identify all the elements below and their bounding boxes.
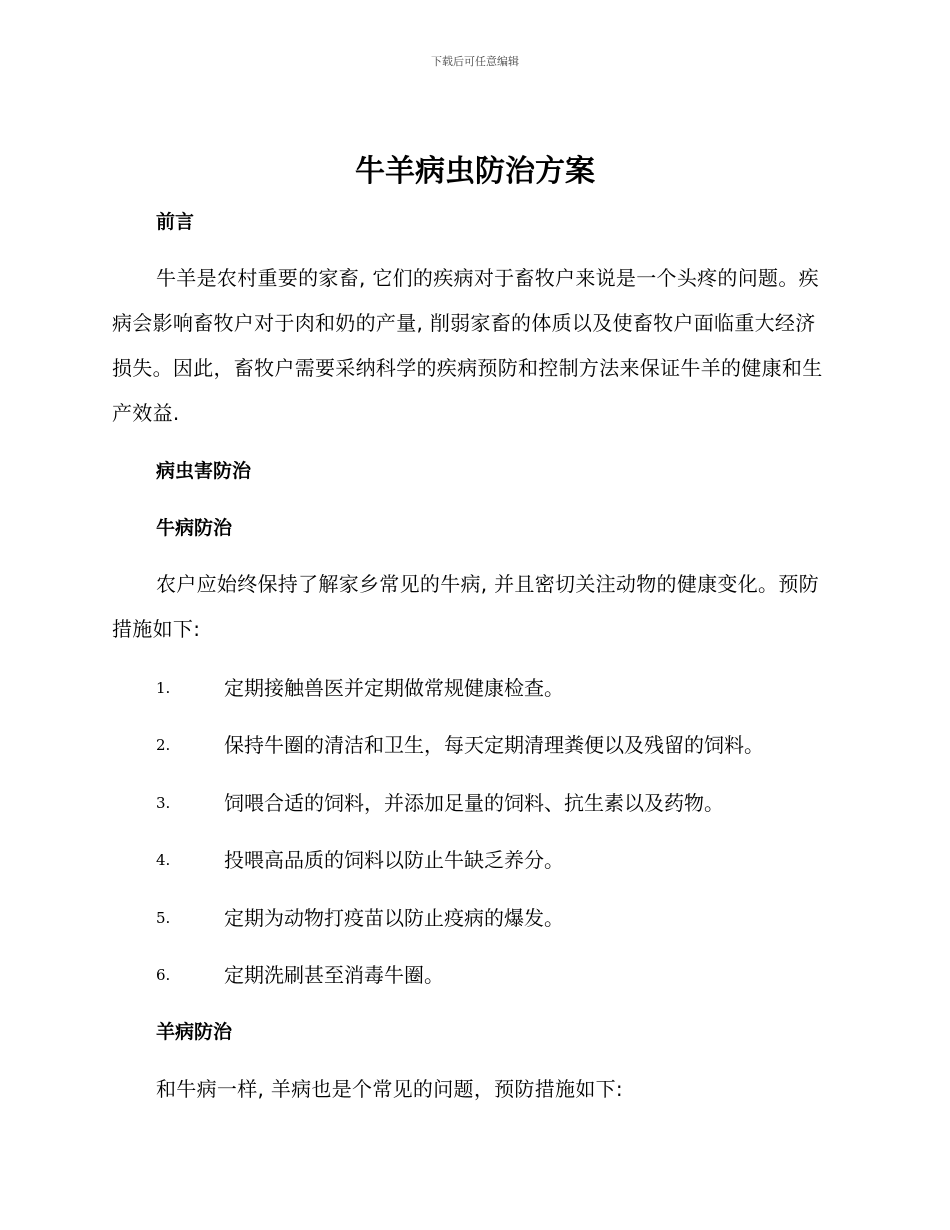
list-item <box>156 846 764 903</box>
preface-heading: 前言 <box>156 211 195 233</box>
list-item-text: 投喂高品质的饲料以防止牛缺乏养分。 <box>224 848 564 873</box>
list-item <box>156 961 764 1018</box>
pest-control-heading: 病虫害防治 <box>156 460 252 482</box>
list-item-number: 4. <box>156 851 171 870</box>
list-item-number: 3. <box>156 793 171 812</box>
list-item <box>156 674 764 731</box>
list-item-number: 6. <box>156 965 171 984</box>
list-item-number: 2. <box>156 736 171 755</box>
list-item <box>156 789 764 846</box>
cattle-intro-paragraph: 农户应始终保持了解家乡常见的牛病, 并且密切关注动物的健康变化。预防措施如下: <box>112 572 819 641</box>
list-item-number: 5. <box>156 908 171 927</box>
list-item-text: 保持牛圈的清洁和卫生，每天定期清理粪便以及残留的饲料。 <box>224 733 764 758</box>
document-title: 牛羊病虫防治方案 <box>355 154 595 189</box>
sheep-intro-paragraph: 和牛病一样, 羊病也是个常见的问题，预防措施如下: <box>156 1077 623 1101</box>
cattle-measures-list <box>156 674 764 1018</box>
list-item-text: 定期为动物打疫苗以防止疫病的爆发。 <box>224 905 564 930</box>
list-item-text: 定期洗刷甚至消毒牛圈。 <box>224 962 444 987</box>
list-item <box>156 904 764 961</box>
list-item <box>156 731 764 788</box>
sheep-disease-heading: 羊病防治 <box>156 1021 233 1043</box>
header-note: 下载后可任意编辑 <box>431 55 519 68</box>
cattle-disease-heading: 牛病防治 <box>156 517 233 539</box>
list-item-number: 1. <box>156 679 171 697</box>
list-item-text: 饲喂合适的饲料，并添加足量的饲料、抗生素以及药物。 <box>224 790 724 815</box>
list-item-text: 定期接触兽医并定期做常规健康检查。 <box>224 676 564 700</box>
preface-paragraph: 牛羊是农村重要的家畜, 它们的疾病对于畜牧户来说是一个头疼的问题。疾病会影响畜牧户对于肉和奶的产量, 削弱家畜的体质以及使畜牧户面临重大经济损失。因此，畜牧户需要采纳科学的疾病预防和控制方法来保证牛羊的健康和生产效益. <box>112 266 823 425</box>
